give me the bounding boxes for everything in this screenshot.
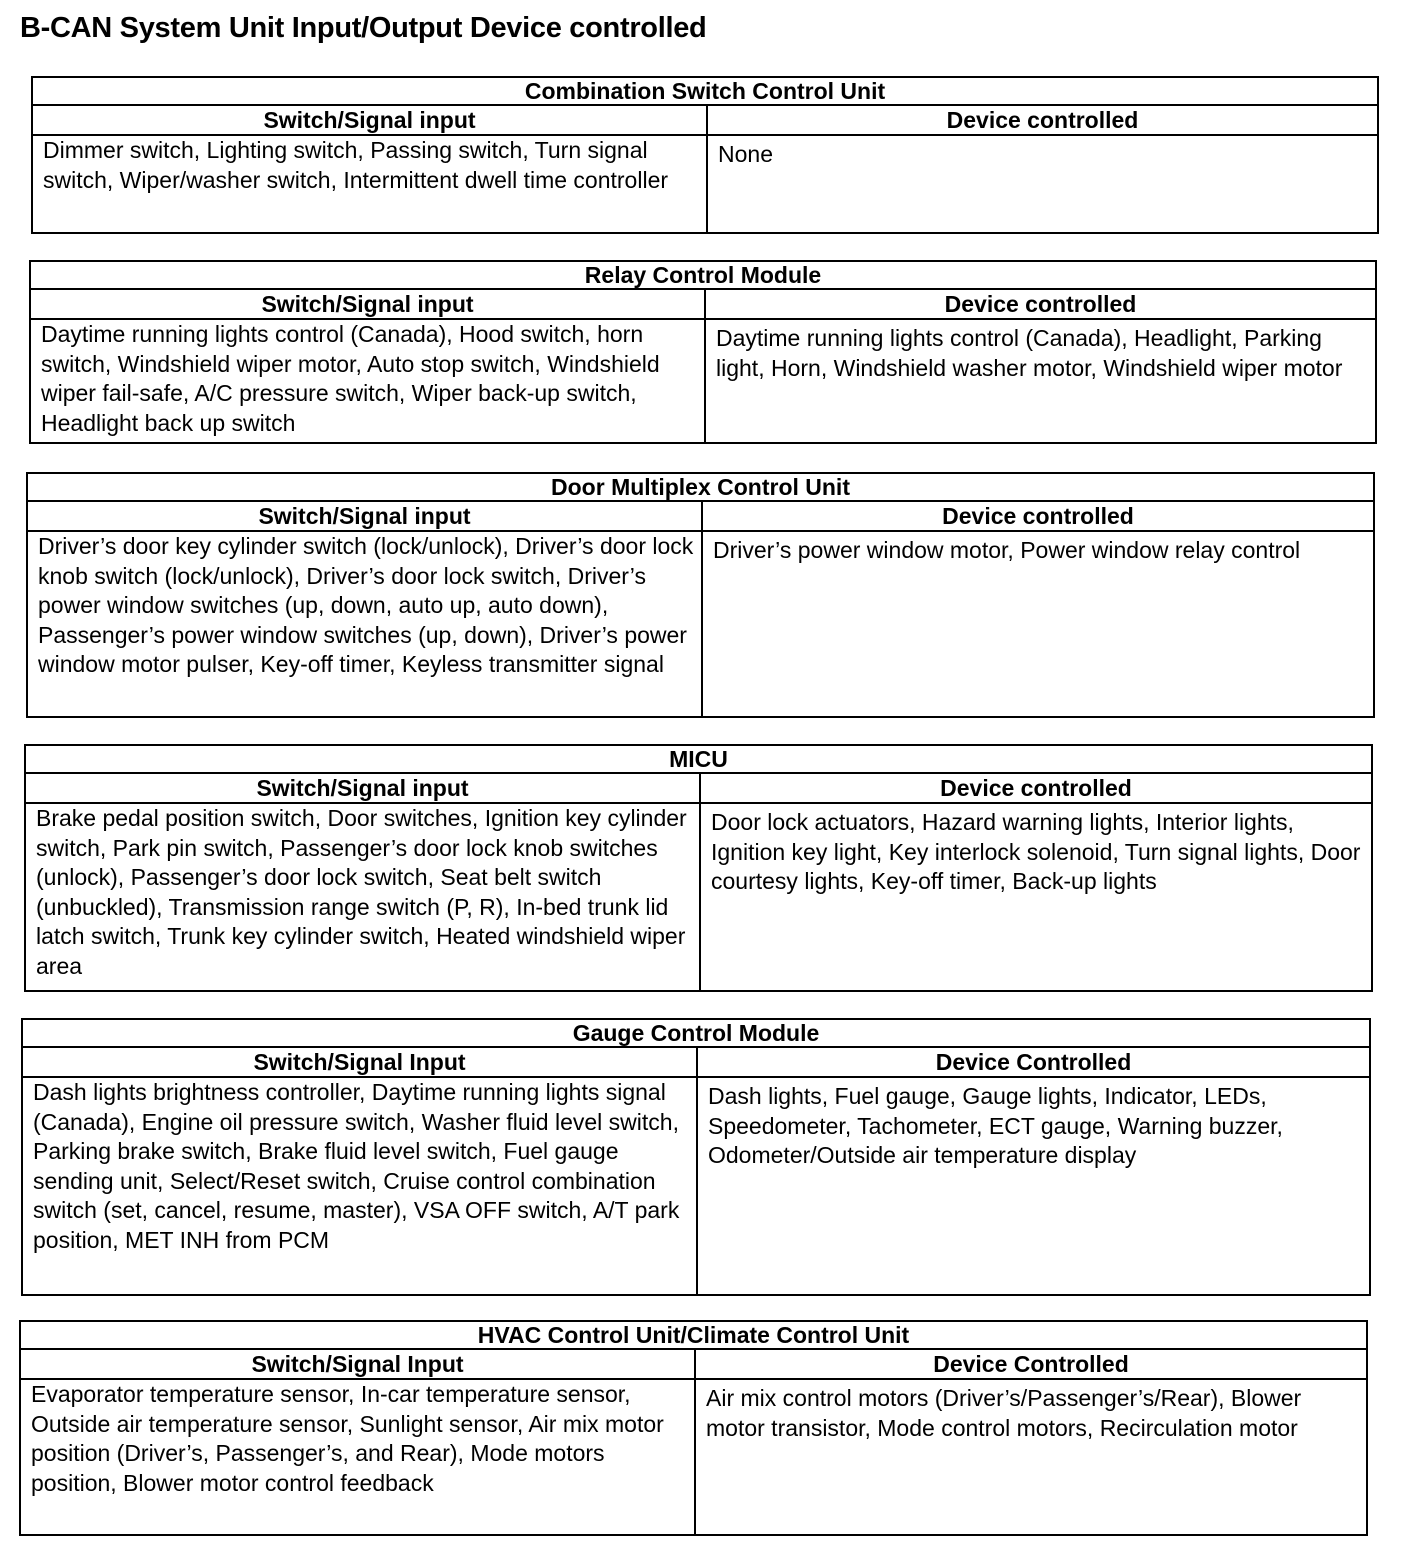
input-column-header: Switch/Signal input: [25, 773, 700, 803]
unit-name: MICU: [25, 745, 1372, 773]
output-list: Air mix control motors (Driver’s/Passenger’s/Rear), Blower motor transistor, Mode control motors, Recirculation motor: [695, 1379, 1367, 1535]
output-column-header: Device controlled: [705, 289, 1376, 319]
page-title: B-CAN System Unit Input/Output Device controlled: [20, 12, 707, 44]
relay-control-module-table: [29, 260, 1377, 444]
unit-name: HVAC Control Unit/Climate Control Unit: [20, 1321, 1367, 1349]
output-column-header: Device controlled: [702, 501, 1374, 531]
output-column-header: Device controlled: [707, 105, 1378, 135]
gauge-control-module-table: [21, 1018, 1371, 1296]
input-list: Dimmer switch, Lighting switch, Passing switch, Turn signal switch, Wiper/washer switch, Intermittent dwell time controller: [32, 135, 707, 233]
output-list: Dash lights, Fuel gauge, Gauge lights, Indicator, LEDs, Speedometer, Tachometer, ECT gauge, Warning buzzer, Odometer/Outside air temperature display: [697, 1077, 1370, 1295]
input-list: Evaporator temperature sensor, In-car temperature sensor, Outside air temperature sensor, Sunlight sensor, Air mix motor position (Driver’s, Passenger’s, and Rear), Mode motors position, Blower motor control feedback: [20, 1379, 695, 1535]
output-list: Door lock actuators, Hazard warning lights, Interior lights, Ignition key light, Key interlock solenoid, Turn signal lights, Door courtesy lights, Key-off timer, Back-up lights: [700, 803, 1372, 991]
output-column-header: Device Controlled: [697, 1047, 1370, 1077]
input-column-header: Switch/Signal input: [32, 105, 707, 135]
door-multiplex-table: [26, 472, 1375, 718]
unit-name: Combination Switch Control Unit: [32, 77, 1378, 105]
input-list: Dash lights brightness controller, Daytime running lights signal (Canada), Engine oil pressure switch, Washer fluid level switch, Parking brake switch, Brake fluid level switch, Fuel gauge sending unit, Select/Reset switch, Cruise control combination switch (set, cancel, resume, master), VSA OFF switch, A/T park position, MET INH from PCM: [22, 1077, 697, 1295]
input-list: Driver’s door key cylinder switch (lock/unlock), Driver’s door lock knob switch (lock/unlock), Driver’s door lock switch, Driver’s power window switches (up, down, auto up, auto down), Passenger’s power window switches (up, down), Driver’s power window motor pulser, Key-off timer, Keyless transmitter signal: [27, 531, 702, 717]
unit-name: Gauge Control Module: [22, 1019, 1370, 1047]
input-list: Daytime running lights control (Canada), Hood switch, horn switch, Windshield wiper motor, Auto stop switch, Windshield wiper fail-safe, A/C pressure switch, Wiper back-up switch, Headlight back up switch: [30, 319, 705, 443]
output-column-header: Device controlled: [700, 773, 1372, 803]
output-list: Daytime running lights control (Canada), Headlight, Parking light, Horn, Windshield washer motor, Windshield wiper motor: [705, 319, 1376, 443]
input-column-header: Switch/Signal Input: [20, 1349, 695, 1379]
input-column-header: Switch/Signal Input: [22, 1047, 697, 1077]
input-column-header: Switch/Signal input: [30, 289, 705, 319]
hvac-control-unit-table: [19, 1320, 1368, 1536]
output-list: None: [707, 135, 1378, 233]
input-column-header: Switch/Signal input: [27, 501, 702, 531]
output-list: Driver’s power window motor, Power window relay control: [702, 531, 1374, 717]
unit-name: Relay Control Module: [30, 261, 1376, 289]
micu-table: [24, 744, 1373, 992]
combination-switch-table: [31, 76, 1379, 234]
input-list: Brake pedal position switch, Door switches, Ignition key cylinder switch, Park pin switch, Passenger’s door lock knob switches (unlock), Passenger’s door lock switch, Seat belt switch (unbuckled), Transmission range switch (P, R), In-bed trunk lid latch switch, Trunk key cylinder switch, Heated windshield wiper area: [25, 803, 700, 991]
output-column-header: Device Controlled: [695, 1349, 1367, 1379]
unit-name: Door Multiplex Control Unit: [27, 473, 1374, 501]
